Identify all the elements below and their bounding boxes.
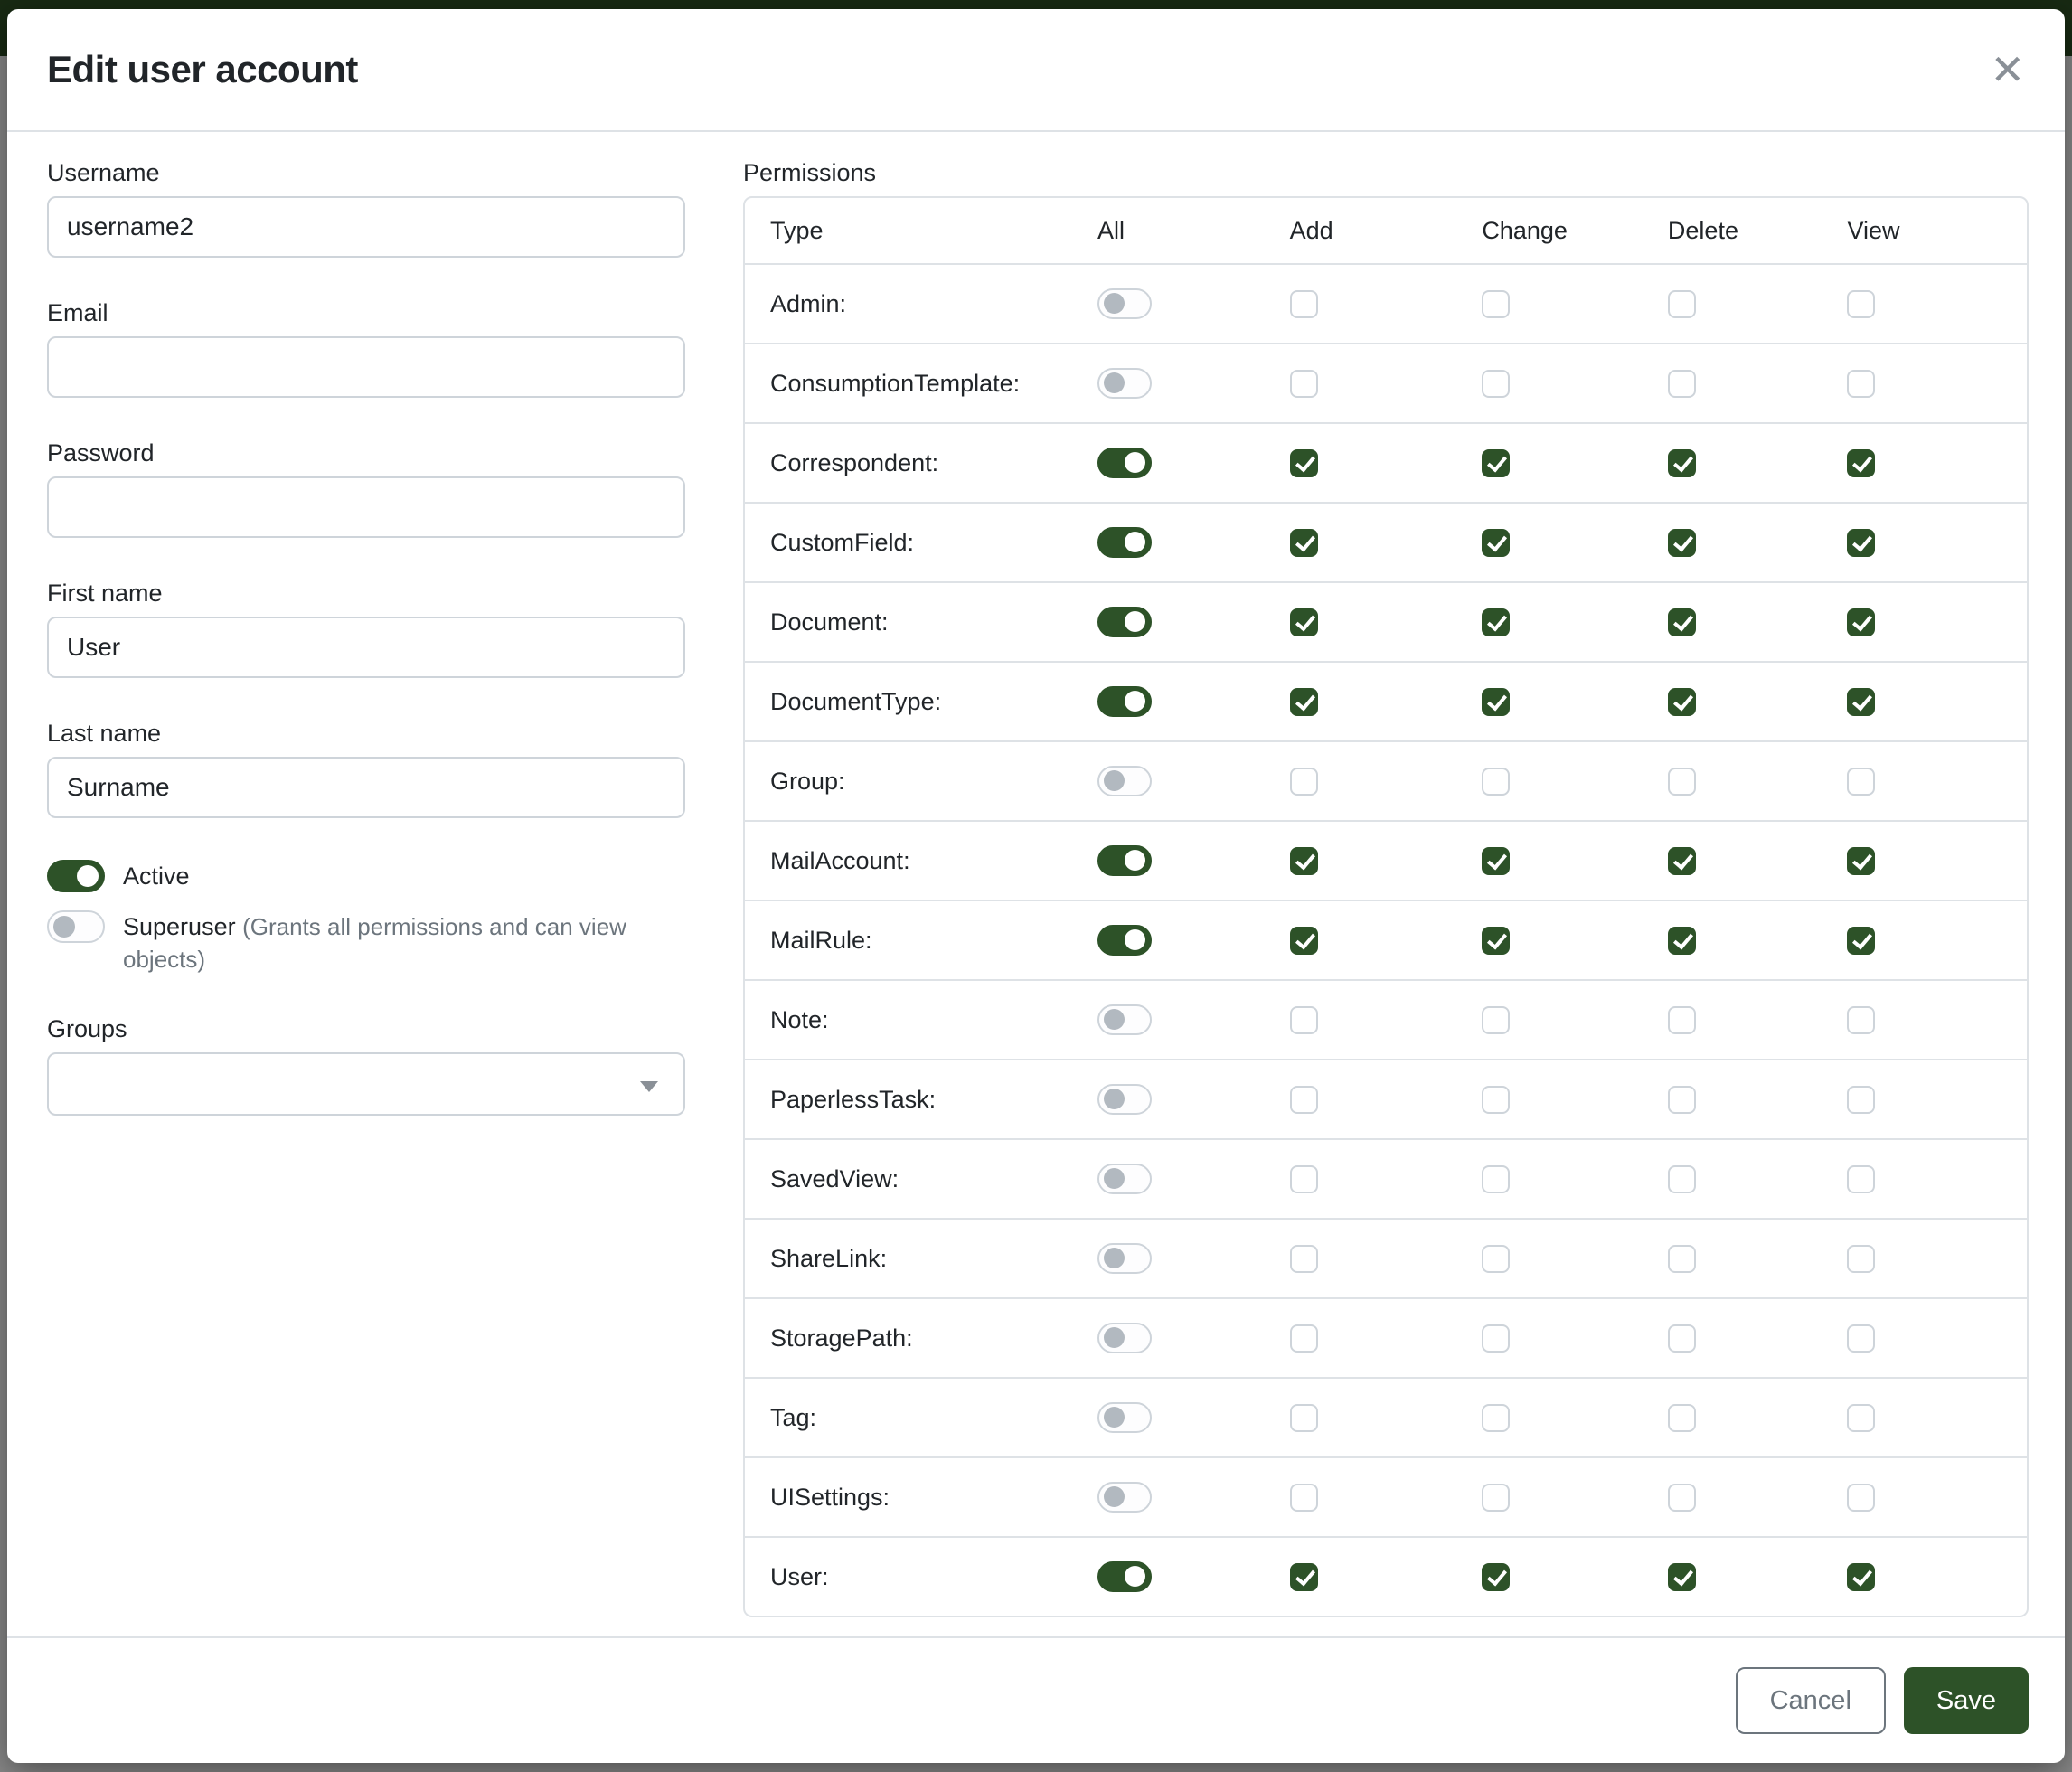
permission-row xyxy=(745,422,2027,502)
modal-header xyxy=(7,9,2065,132)
permission-type-label: Group: xyxy=(770,767,845,795)
permission-all-toggle[interactable] xyxy=(1097,686,1152,717)
permission-delete-checkbox[interactable] xyxy=(1668,688,1696,716)
superuser-toggle-row xyxy=(47,910,685,976)
save-button[interactable]: Save xyxy=(1904,1667,2029,1734)
password-field-group xyxy=(47,439,685,538)
permission-type-label: PaperlessTask: xyxy=(770,1085,937,1113)
permission-view-checkbox[interactable] xyxy=(1847,1165,1875,1193)
permission-change-checkbox[interactable] xyxy=(1482,1484,1510,1512)
last-name-field[interactable] xyxy=(47,757,685,818)
permission-row xyxy=(745,1536,2027,1616)
permission-delete-checkbox[interactable] xyxy=(1668,1404,1696,1432)
permission-change-checkbox[interactable] xyxy=(1482,1086,1510,1114)
toggle-knob xyxy=(1125,850,1145,871)
permission-all-toggle[interactable] xyxy=(1097,845,1152,876)
toggle-knob xyxy=(1104,1168,1125,1189)
toggle-knob xyxy=(1104,1248,1125,1268)
toggle-knob xyxy=(1125,452,1145,473)
permission-all-toggle[interactable] xyxy=(1097,607,1152,637)
permission-all-toggle[interactable] xyxy=(1097,1402,1152,1433)
permission-add-checkbox[interactable] xyxy=(1290,1324,1318,1353)
column-header-view: View xyxy=(1847,216,1900,244)
permission-add-checkbox[interactable] xyxy=(1290,529,1318,557)
toggle-knob xyxy=(1125,611,1145,632)
permission-all-toggle[interactable] xyxy=(1097,1323,1152,1353)
permission-type-label: ShareLink: xyxy=(770,1244,888,1272)
permission-type-label: DocumentType: xyxy=(770,687,942,715)
first-name-label: First name xyxy=(47,580,163,607)
toggle-knob xyxy=(1104,1089,1125,1109)
toggle-knob xyxy=(1104,1486,1125,1507)
permission-type-label: ConsumptionTemplate: xyxy=(770,369,1021,397)
permission-type-label: MailAccount: xyxy=(770,846,910,874)
permissions-table xyxy=(743,196,2029,1617)
permission-delete-checkbox[interactable] xyxy=(1668,1484,1696,1512)
permission-delete-checkbox[interactable] xyxy=(1668,449,1696,477)
permission-add-checkbox[interactable] xyxy=(1290,847,1318,875)
permission-view-checkbox[interactable] xyxy=(1847,290,1875,318)
toggle-knob xyxy=(1125,532,1145,552)
permission-change-checkbox[interactable] xyxy=(1482,1563,1510,1591)
toggle-knob xyxy=(1104,1327,1125,1348)
permission-change-checkbox[interactable] xyxy=(1482,927,1510,955)
permission-change-checkbox[interactable] xyxy=(1482,1006,1510,1034)
permission-change-checkbox[interactable] xyxy=(1482,608,1510,636)
permission-view-checkbox[interactable] xyxy=(1847,688,1875,716)
permission-view-checkbox[interactable] xyxy=(1847,1245,1875,1273)
permission-delete-checkbox[interactable] xyxy=(1668,768,1696,796)
permission-all-toggle[interactable] xyxy=(1097,1243,1152,1274)
modal-title: Edit user account xyxy=(47,48,358,90)
permission-all-toggle[interactable] xyxy=(1097,448,1152,478)
permission-delete-checkbox[interactable] xyxy=(1668,927,1696,955)
toggle-knob xyxy=(1104,770,1125,791)
permission-add-checkbox[interactable] xyxy=(1290,608,1318,636)
toggle-knob xyxy=(77,865,99,887)
permission-view-checkbox[interactable] xyxy=(1847,1484,1875,1512)
toggle-knob xyxy=(1104,372,1125,393)
password-field[interactable] xyxy=(47,476,685,538)
permission-view-checkbox[interactable] xyxy=(1847,370,1875,398)
permission-type-label: User: xyxy=(770,1562,829,1590)
permission-add-checkbox[interactable] xyxy=(1290,1484,1318,1512)
permission-row xyxy=(745,1059,2027,1138)
permission-all-toggle[interactable] xyxy=(1097,1164,1152,1194)
permissions-label: Permissions xyxy=(743,159,877,186)
permission-add-checkbox[interactable] xyxy=(1290,1404,1318,1432)
permission-all-toggle[interactable] xyxy=(1097,368,1152,399)
permission-view-checkbox[interactable] xyxy=(1847,1086,1875,1114)
permission-add-checkbox[interactable] xyxy=(1290,688,1318,716)
permission-change-checkbox[interactable] xyxy=(1482,768,1510,796)
permission-change-checkbox[interactable] xyxy=(1482,847,1510,875)
permission-view-checkbox[interactable] xyxy=(1847,1404,1875,1432)
permission-add-checkbox[interactable] xyxy=(1290,1006,1318,1034)
permission-row xyxy=(745,581,2027,661)
permission-type-label: StoragePath: xyxy=(770,1324,913,1352)
permission-view-checkbox[interactable] xyxy=(1847,927,1875,955)
active-toggle-row xyxy=(47,860,685,892)
permission-add-checkbox[interactable] xyxy=(1290,290,1318,318)
password-label: Password xyxy=(47,439,155,467)
permission-delete-checkbox[interactable] xyxy=(1668,847,1696,875)
permission-row xyxy=(745,1456,2027,1536)
permission-all-toggle[interactable] xyxy=(1097,766,1152,796)
permission-row xyxy=(745,343,2027,422)
permission-delete-checkbox[interactable] xyxy=(1668,1563,1696,1591)
active-label: Active xyxy=(123,862,190,890)
permission-all-toggle[interactable] xyxy=(1097,288,1152,319)
cancel-button[interactable]: Cancel xyxy=(1736,1667,1886,1734)
close-icon[interactable]: ✕ xyxy=(1990,46,2025,93)
username-field-group xyxy=(47,159,685,258)
chevron-down-icon xyxy=(640,1081,658,1092)
last-name-label: Last name xyxy=(47,720,162,747)
permission-add-checkbox[interactable] xyxy=(1290,1165,1318,1193)
permission-delete-checkbox[interactable] xyxy=(1668,1006,1696,1034)
permission-delete-checkbox[interactable] xyxy=(1668,529,1696,557)
permission-delete-checkbox[interactable] xyxy=(1668,1086,1696,1114)
toggle-knob xyxy=(1104,1009,1125,1030)
column-header-delete: Delete xyxy=(1667,216,1738,244)
permission-type-label: MailRule: xyxy=(770,926,872,954)
permission-delete-checkbox[interactable] xyxy=(1668,1165,1696,1193)
permission-type-label: SavedView: xyxy=(770,1164,899,1192)
permission-view-checkbox[interactable] xyxy=(1847,1563,1875,1591)
superuser-toggle[interactable] xyxy=(47,910,105,943)
permission-change-checkbox[interactable] xyxy=(1482,449,1510,477)
column-header-change: Change xyxy=(1482,216,1568,244)
first-name-field-group xyxy=(47,580,685,678)
modal-body xyxy=(7,132,2065,1636)
permission-view-checkbox[interactable] xyxy=(1847,529,1875,557)
permission-add-checkbox[interactable] xyxy=(1290,1086,1318,1114)
permission-add-checkbox[interactable] xyxy=(1290,1563,1318,1591)
permission-change-checkbox[interactable] xyxy=(1482,370,1510,398)
permission-change-checkbox[interactable] xyxy=(1482,290,1510,318)
permission-row xyxy=(745,820,2027,900)
permission-all-toggle[interactable] xyxy=(1097,1084,1152,1115)
permission-row xyxy=(745,502,2027,581)
permission-row xyxy=(745,661,2027,740)
permission-delete-checkbox[interactable] xyxy=(1668,1324,1696,1353)
first-name-field[interactable] xyxy=(47,617,685,678)
permission-view-checkbox[interactable] xyxy=(1847,1324,1875,1353)
groups-field-group xyxy=(47,1015,685,1116)
active-toggle[interactable] xyxy=(47,860,105,892)
permission-change-checkbox[interactable] xyxy=(1482,529,1510,557)
email-label: Email xyxy=(47,299,108,326)
permission-add-checkbox[interactable] xyxy=(1290,1245,1318,1273)
permission-row xyxy=(745,1377,2027,1456)
permission-row xyxy=(745,1297,2027,1377)
permission-row xyxy=(745,740,2027,820)
permission-add-checkbox[interactable] xyxy=(1290,370,1318,398)
permission-view-checkbox[interactable] xyxy=(1847,608,1875,636)
permission-delete-checkbox[interactable] xyxy=(1668,290,1696,318)
edit-user-modal xyxy=(7,9,2065,1763)
permission-change-checkbox[interactable] xyxy=(1482,1324,1510,1353)
permission-change-checkbox[interactable] xyxy=(1482,1245,1510,1273)
permissions-header-row xyxy=(745,198,2027,263)
superuser-hint: (Grants all permissions and can view objects) xyxy=(123,913,626,973)
superuser-label: Superuser xyxy=(123,913,236,940)
permission-add-checkbox[interactable] xyxy=(1290,927,1318,955)
permission-view-checkbox[interactable] xyxy=(1847,1006,1875,1034)
user-form xyxy=(47,159,685,1636)
toggle-knob xyxy=(53,916,75,938)
toggle-knob xyxy=(1125,1566,1145,1587)
username-label: Username xyxy=(47,159,160,186)
toggle-knob xyxy=(1104,293,1125,314)
permission-delete-checkbox[interactable] xyxy=(1668,608,1696,636)
permission-type-label: Tag: xyxy=(770,1403,817,1431)
email-field-group xyxy=(47,299,685,398)
toggle-knob xyxy=(1125,691,1145,712)
permission-type-label: UISettings: xyxy=(770,1483,890,1511)
permission-row xyxy=(745,263,2027,343)
groups-label: Groups xyxy=(47,1015,127,1042)
permission-type-label: Note: xyxy=(770,1005,829,1033)
permission-delete-checkbox[interactable] xyxy=(1668,1245,1696,1273)
permission-row xyxy=(745,979,2027,1059)
email-field[interactable] xyxy=(47,336,685,398)
permission-all-toggle[interactable] xyxy=(1097,1004,1152,1035)
column-header-type: Type xyxy=(770,216,824,244)
permissions-section xyxy=(743,159,2029,1636)
permission-change-checkbox[interactable] xyxy=(1482,1165,1510,1193)
permission-all-toggle[interactable] xyxy=(1097,1482,1152,1513)
permission-row xyxy=(745,900,2027,979)
last-name-field-group xyxy=(47,720,685,818)
permission-view-checkbox[interactable] xyxy=(1847,449,1875,477)
permission-type-label: CustomField: xyxy=(770,528,915,556)
permission-type-label: Document: xyxy=(770,608,889,636)
permission-all-toggle[interactable] xyxy=(1097,527,1152,558)
permission-view-checkbox[interactable] xyxy=(1847,768,1875,796)
permission-all-toggle[interactable] xyxy=(1097,925,1152,956)
column-header-all: All xyxy=(1097,216,1125,244)
permission-change-checkbox[interactable] xyxy=(1482,688,1510,716)
toggle-knob xyxy=(1125,929,1145,950)
permission-all-toggle[interactable] xyxy=(1097,1561,1152,1592)
permission-add-checkbox[interactable] xyxy=(1290,768,1318,796)
permission-type-label: Admin: xyxy=(770,289,847,317)
permission-change-checkbox[interactable] xyxy=(1482,1404,1510,1432)
permission-delete-checkbox[interactable] xyxy=(1668,370,1696,398)
permission-add-checkbox[interactable] xyxy=(1290,449,1318,477)
permission-row xyxy=(745,1138,2027,1218)
toggle-knob xyxy=(1104,1407,1125,1428)
permission-view-checkbox[interactable] xyxy=(1847,847,1875,875)
column-header-add: Add xyxy=(1289,216,1333,244)
permission-type-label: Correspondent: xyxy=(770,448,939,476)
groups-select[interactable] xyxy=(47,1052,685,1116)
permission-row xyxy=(745,1218,2027,1297)
modal-footer xyxy=(7,1636,2065,1763)
username-input[interactable] xyxy=(47,196,685,258)
